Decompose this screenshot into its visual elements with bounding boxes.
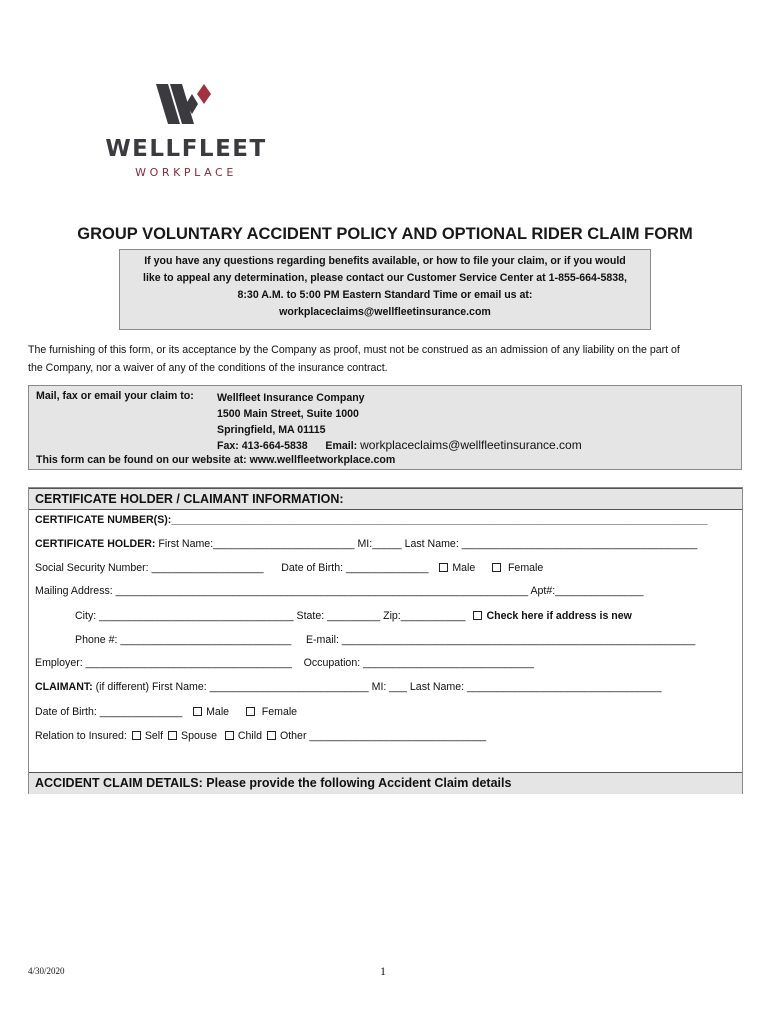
- employer-field[interactable]: Employer: ___________________________________: [35, 657, 292, 669]
- mail-street: 1500 Main Street, Suite 1000: [217, 408, 359, 420]
- claimant-female-checkbox[interactable]: [246, 707, 255, 716]
- mail-fax-email: [217, 437, 582, 454]
- claimant-male-label: Male: [206, 706, 230, 718]
- spouse-checkbox[interactable]: [168, 731, 177, 740]
- email-field[interactable]: E-mail: ____________________________________________________________: [305, 634, 696, 646]
- section-heading-claimant: CERTIFICATE HOLDER / CLAIMANT INFORMATION:: [29, 488, 742, 510]
- mail-label: Mail, fax or email your claim to:: [36, 390, 194, 402]
- disclaimer-line-2: the Company, nor a waiver of any of the conditions of the insurance contract.: [28, 361, 388, 374]
- spouse-label: Spouse: [181, 730, 217, 742]
- ssn-field[interactable]: Social Security Number: ___________________: [35, 562, 264, 574]
- address-new-label: Check here if address is new: [486, 610, 632, 622]
- contact-line-3: 8:30 A.M. to 5:00 PM Eastern Standard Time or email us at:: [237, 289, 533, 301]
- form-title: GROUP VOLUNTARY ACCIDENT POLICY AND OPTIONAL RIDER CLAIM FORM: [77, 225, 693, 243]
- section-heading-accident-details: ACCIDENT CLAIM DETAILS: Please provide the following Accident Claim details: [29, 772, 742, 794]
- address-new-checkbox[interactable]: [473, 611, 482, 620]
- disclaimer-text: [28, 342, 744, 377]
- logo-name: WELLFLEET: [105, 136, 267, 162]
- contact-line-1: If you have any questions regarding benefits available, or how to file your claim, or if you would: [144, 255, 626, 267]
- self-label: Self: [144, 730, 164, 742]
- disclaimer-line-1: The furnishing of this form, or its acceptance by the Company as proof, must not be construed as an admission of any liability on the part of: [28, 344, 680, 356]
- certificate-holder-row[interactable]: [35, 538, 697, 550]
- female-label: Female: [507, 562, 544, 574]
- mail-city: Springfield, MA 01115: [217, 424, 326, 436]
- logo-subtitle: WORKPLACE: [135, 166, 237, 179]
- claimant-dob-field[interactable]: Date of Birth: ______________: [35, 706, 183, 718]
- certificate-holder-label: CERTIFICATE HOLDER:: [35, 538, 156, 550]
- certificate-numbers-field[interactable]: [35, 514, 707, 526]
- male-checkbox[interactable]: [439, 563, 448, 572]
- other-checkbox[interactable]: [267, 731, 276, 740]
- claimant-label: CLAIMANT:: [35, 681, 93, 693]
- certificate-numbers-label: CERTIFICATE NUMBER(S):___________________________________________________________________________________________: [35, 514, 708, 526]
- child-checkbox[interactable]: [225, 731, 234, 740]
- mailing-address-field[interactable]: Mailing Address: ______________________________________________________________________ Apt#:_______________: [35, 585, 644, 597]
- website-note: This form can be found on our website at: www.wellfleetworkplace.com: [36, 454, 396, 466]
- relation-label: Relation to Insured:: [35, 730, 127, 742]
- occupation-field[interactable]: Occupation: _____________________________: [303, 657, 534, 669]
- footer-date: 4/30/2020: [28, 966, 65, 976]
- city-row: [75, 610, 632, 622]
- claimant-form: [28, 487, 743, 794]
- female-checkbox[interactable]: [492, 563, 501, 572]
- page-number: 1: [380, 964, 386, 978]
- claimant-row[interactable]: [35, 681, 661, 693]
- male-label: Male: [452, 562, 476, 574]
- mail-company: Wellfleet Insurance Company: [217, 392, 365, 404]
- self-checkbox[interactable]: [132, 731, 141, 740]
- mail-fax: Fax: 413-664-5838: [217, 440, 308, 452]
- claimant-dob-row: [35, 706, 297, 718]
- mail-email-label: Email:: [325, 440, 358, 452]
- claimant-name-fields: (if different) First Name: ___________________________ MI: ___ Last Name: _________________________________: [92, 681, 662, 693]
- wellfleet-w-mark-icon: [156, 80, 216, 128]
- ssn-dob-row: [35, 562, 543, 574]
- city-state-zip-fields[interactable]: City: _________________________________ State: _________ Zip:___________: [75, 610, 466, 622]
- contact-line-2: like to appeal any determination, please contact our Customer Service Center at 1-855-664-5838,: [143, 272, 627, 284]
- child-label: Child: [237, 730, 263, 742]
- claimant-male-checkbox[interactable]: [193, 707, 202, 716]
- dob-field[interactable]: Date of Birth: ______________: [281, 562, 429, 574]
- employer-row: [35, 657, 534, 669]
- mailing-instructions-box: [28, 385, 742, 470]
- wellfleet-logo: [96, 80, 286, 184]
- phone-email-row: [75, 634, 695, 646]
- claimant-female-label: Female: [261, 706, 298, 718]
- relation-row: [35, 730, 486, 742]
- phone-field[interactable]: Phone #: _____________________________: [75, 634, 292, 646]
- mail-email: workplaceclaims@wellfleetinsurance.com: [360, 438, 582, 452]
- contact-email: workplaceclaims@wellfleetinsurance.com: [279, 306, 491, 318]
- other-field[interactable]: Other ______________________________: [279, 730, 487, 742]
- contact-info-box: [119, 249, 651, 330]
- holder-name-fields: First Name:________________________ MI:_____ Last Name: ________________________________________: [155, 538, 698, 550]
